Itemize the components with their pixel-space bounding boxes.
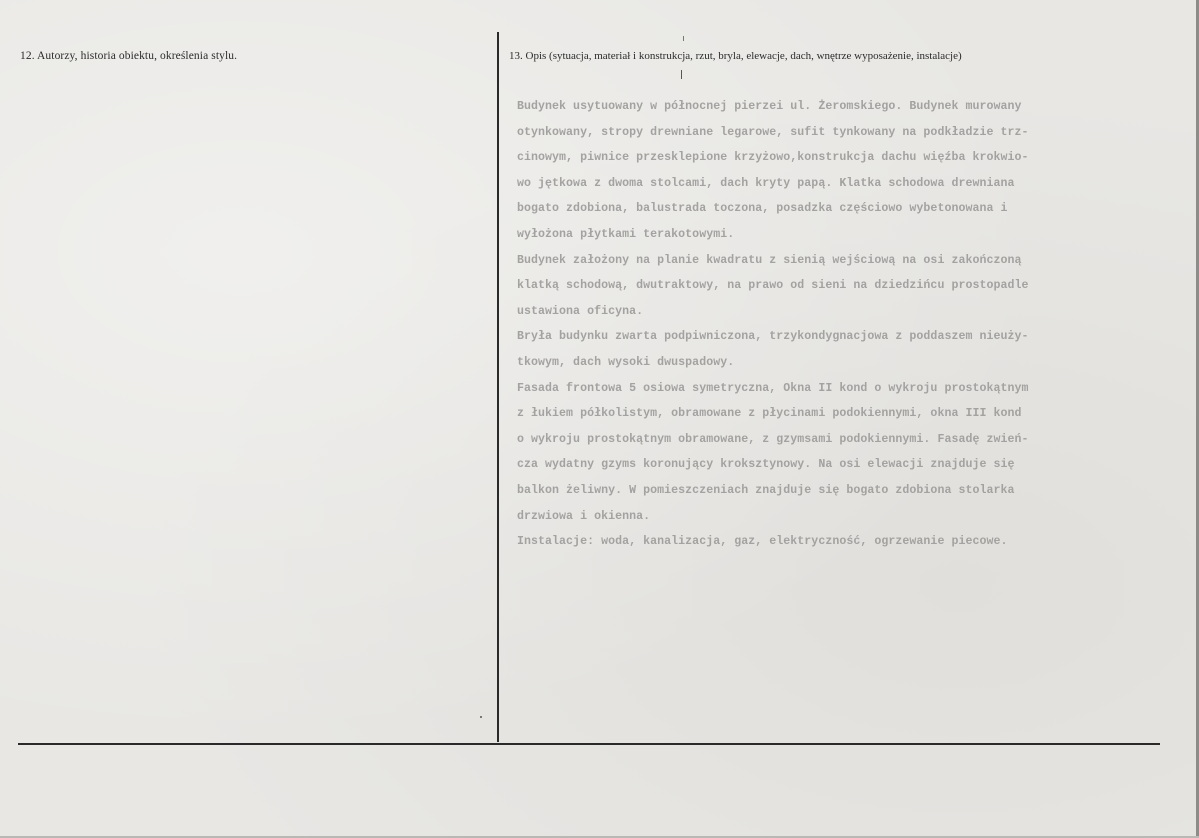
field-13-label: 13. Opis (sytuacja, materiał i konstrukcja, rzut, bryla, elewacje, dach, wnętrze wyposażenie, instalacje) — [509, 50, 962, 62]
description-line: z łukiem półkolistym, obramowane z płycinami podokiennymi, okna III kond — [517, 407, 1022, 421]
description-line: cza wydatny gzyms koronujący kroksztynowy. Na osi elewacji znajduje się — [517, 458, 1015, 472]
description-line: drzwiowa i okienna. — [517, 509, 651, 523]
description-line: klatką schodową, dwutraktowy, na prawo od sieni na dziedzińcu prostopadle — [517, 279, 1029, 293]
description-line: wo jętkowa z dwoma stolcami, dach kryty papą. Klatka schodowa drewniana — [517, 176, 1015, 190]
description-line: balkon żeliwny. W pomieszczeniach znajduje się bogato zdobiona stolarka — [517, 483, 1015, 497]
section-bottom-rule — [18, 743, 1160, 745]
description-line: ustawiona oficyna. — [517, 304, 644, 318]
tick-mark — [683, 36, 684, 41]
description-line: Budynek usytuowany w północnej pierzei ul. Żeromskiego. Budynek murowany — [517, 100, 1022, 113]
description-line: bogato zdobiona, balustrada toczona, posadzka częściowo wybetonowana i — [517, 202, 1008, 216]
column-divider — [497, 32, 499, 742]
description-line: Bryła budynku zwarta podpiwniczona, trzykondygnacjowa z poddaszem nieuży- — [517, 330, 1029, 344]
typing-mark — [681, 70, 682, 79]
field-13-description — [517, 94, 1157, 555]
description-line: wyłożona płytkami terakotowymi. — [517, 227, 735, 241]
ink-dot — [480, 716, 482, 718]
description-line: Budynek założony na planie kwadratu z sienią wejściową na osi zakończoną — [517, 253, 1022, 267]
description-line: cinowym, piwnice przesklepione krzyżowo,konstrukcja dachu więźba krokwio- — [517, 151, 1029, 165]
description-line: Instalacje: woda, kanalizacja, gaz, elektryczność, ogrzewanie piecowe. — [517, 535, 1008, 549]
description-line: otynkowany, stropy drewniane legarowe, sufit tynkowany na podkładzie trz- — [517, 125, 1029, 139]
description-line: o wykroju prostokątnym obramowane, z gzymsami podokiennymi. Fasadę zwień- — [517, 432, 1029, 446]
field-12-label: 12. Autorzy, historia obiektu, określenia stylu. — [20, 50, 238, 62]
description-line: tkowym, dach wysoki dwuspadowy. — [517, 355, 735, 369]
description-line: Fasada frontowa 5 osiowa symetryczna, Okna II kond o wykroju prostokątnym — [517, 381, 1029, 395]
